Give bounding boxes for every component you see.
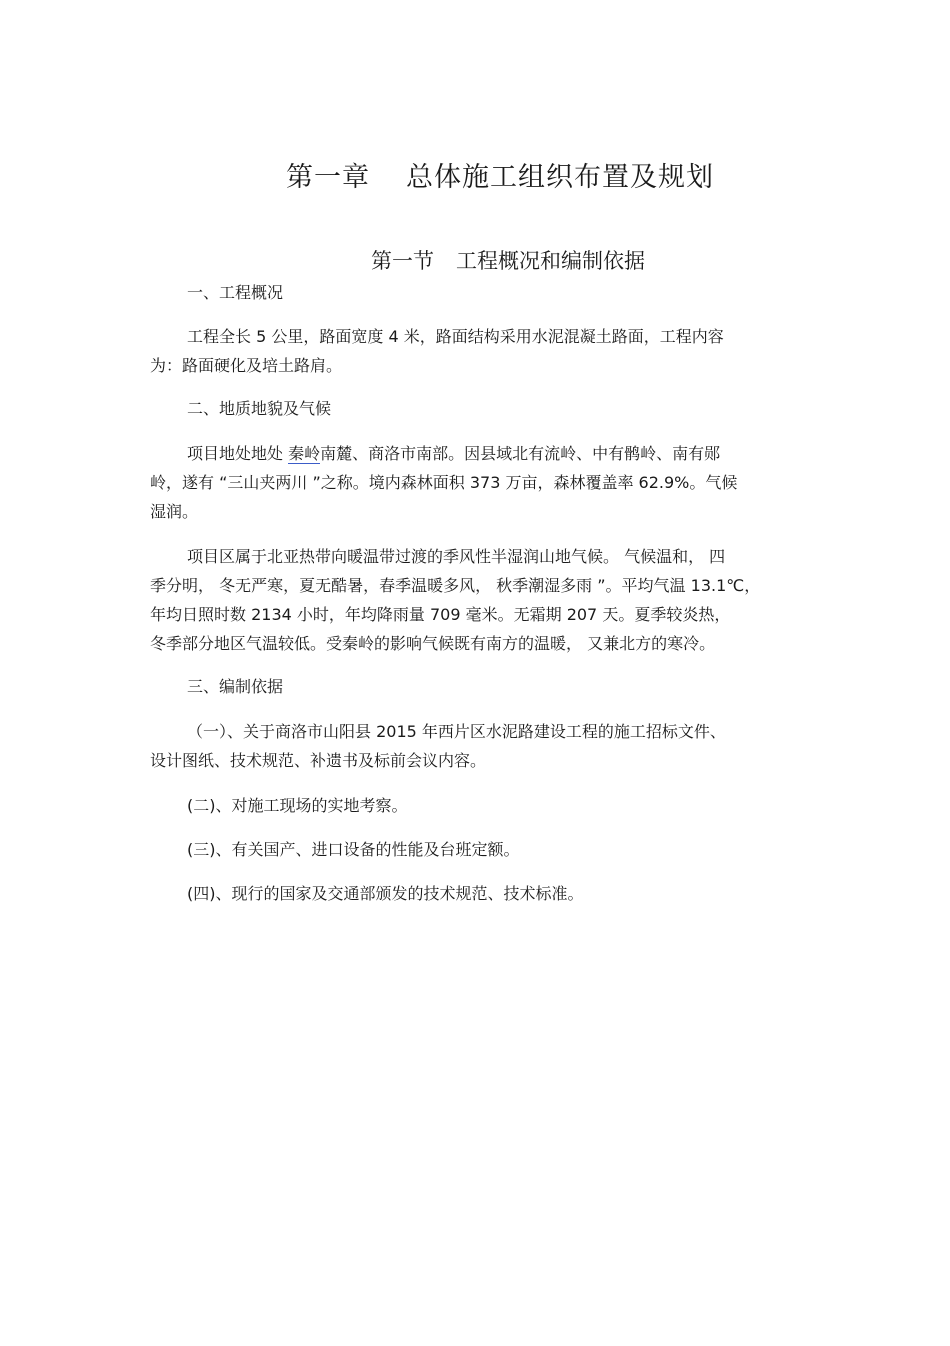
paragraph-line: 工程全长 5 公里，路面宽度 4 米，路面结构采用水泥混凝土路面，工程内容 <box>187 327 724 346</box>
heading-geology-climate: 二、地质地貌及气候 <box>187 399 332 418</box>
paragraph-geology <box>150 439 814 526</box>
basis-item-2: (二)、对施工现场的实地考察。 <box>187 796 408 815</box>
chapter-title <box>0 155 950 194</box>
text-segment: 南麓、商洛市南部。因县域北有流岭、中有鹘岭、南有郧 <box>320 444 721 463</box>
qinling-link[interactable]: 秦岭 <box>288 444 321 463</box>
chapter-number: 第一章 <box>286 162 370 193</box>
paragraph-project-overview <box>150 322 814 380</box>
paragraph-line: 冬季部分地区气温较低。受秦岭的影响气候既有南方的温暖， 又兼北方的寒冷。 <box>150 634 716 653</box>
heading-project-overview: 一、工程概况 <box>187 283 284 302</box>
paragraph-line: （一）、关于商洛市山阳县 2015 年西片区水泥路建设工程的施工招标文件、 <box>187 722 726 741</box>
section-name: 工程概况和编制依据 <box>456 249 645 273</box>
paragraph-line: 岭，遂有 “三山夹两川 ”之称。境内森林面积 373 万亩，森林覆盖率 62.9%。气候 <box>150 473 738 492</box>
paragraph-line: 湿润。 <box>150 502 199 521</box>
paragraph-line <box>150 439 814 468</box>
section-number: 第一节 <box>371 249 434 273</box>
text-segment: 项目地处地处 <box>187 444 289 463</box>
section-title <box>0 245 950 275</box>
paragraph-line: 项目区属于北亚热带向暖温带过渡的季风性半湿润山地气候。 气候温和， 四 <box>187 547 726 566</box>
paragraph-line: 为：路面硬化及培土路肩。 <box>150 356 343 375</box>
paragraph-line: 年均日照时数 2134 小时，年均降雨量 709 毫米。无霜期 207 天。夏季较炎热， <box>150 605 731 624</box>
paragraph-basis-item-1 <box>150 717 814 775</box>
chapter-name: 总体施工组织布置及规划 <box>406 162 714 193</box>
heading-compilation-basis: 三、编制依据 <box>187 677 284 696</box>
paragraph-line: 季分明， 冬无严寒，夏无酷暑，春季温暖多风， 秋季潮湿多雨 ”。平均气温 13.1℃， <box>150 576 761 595</box>
basis-item-4: (四)、现行的国家及交通部颁发的技术规范、技术标准。 <box>187 884 584 903</box>
paragraph-line: 设计图纸、技术规范、补遗书及标前会议内容。 <box>150 751 487 770</box>
paragraph-climate <box>150 542 814 658</box>
basis-item-3: (三)、有关国产、进口设备的性能及台班定额。 <box>187 840 520 859</box>
